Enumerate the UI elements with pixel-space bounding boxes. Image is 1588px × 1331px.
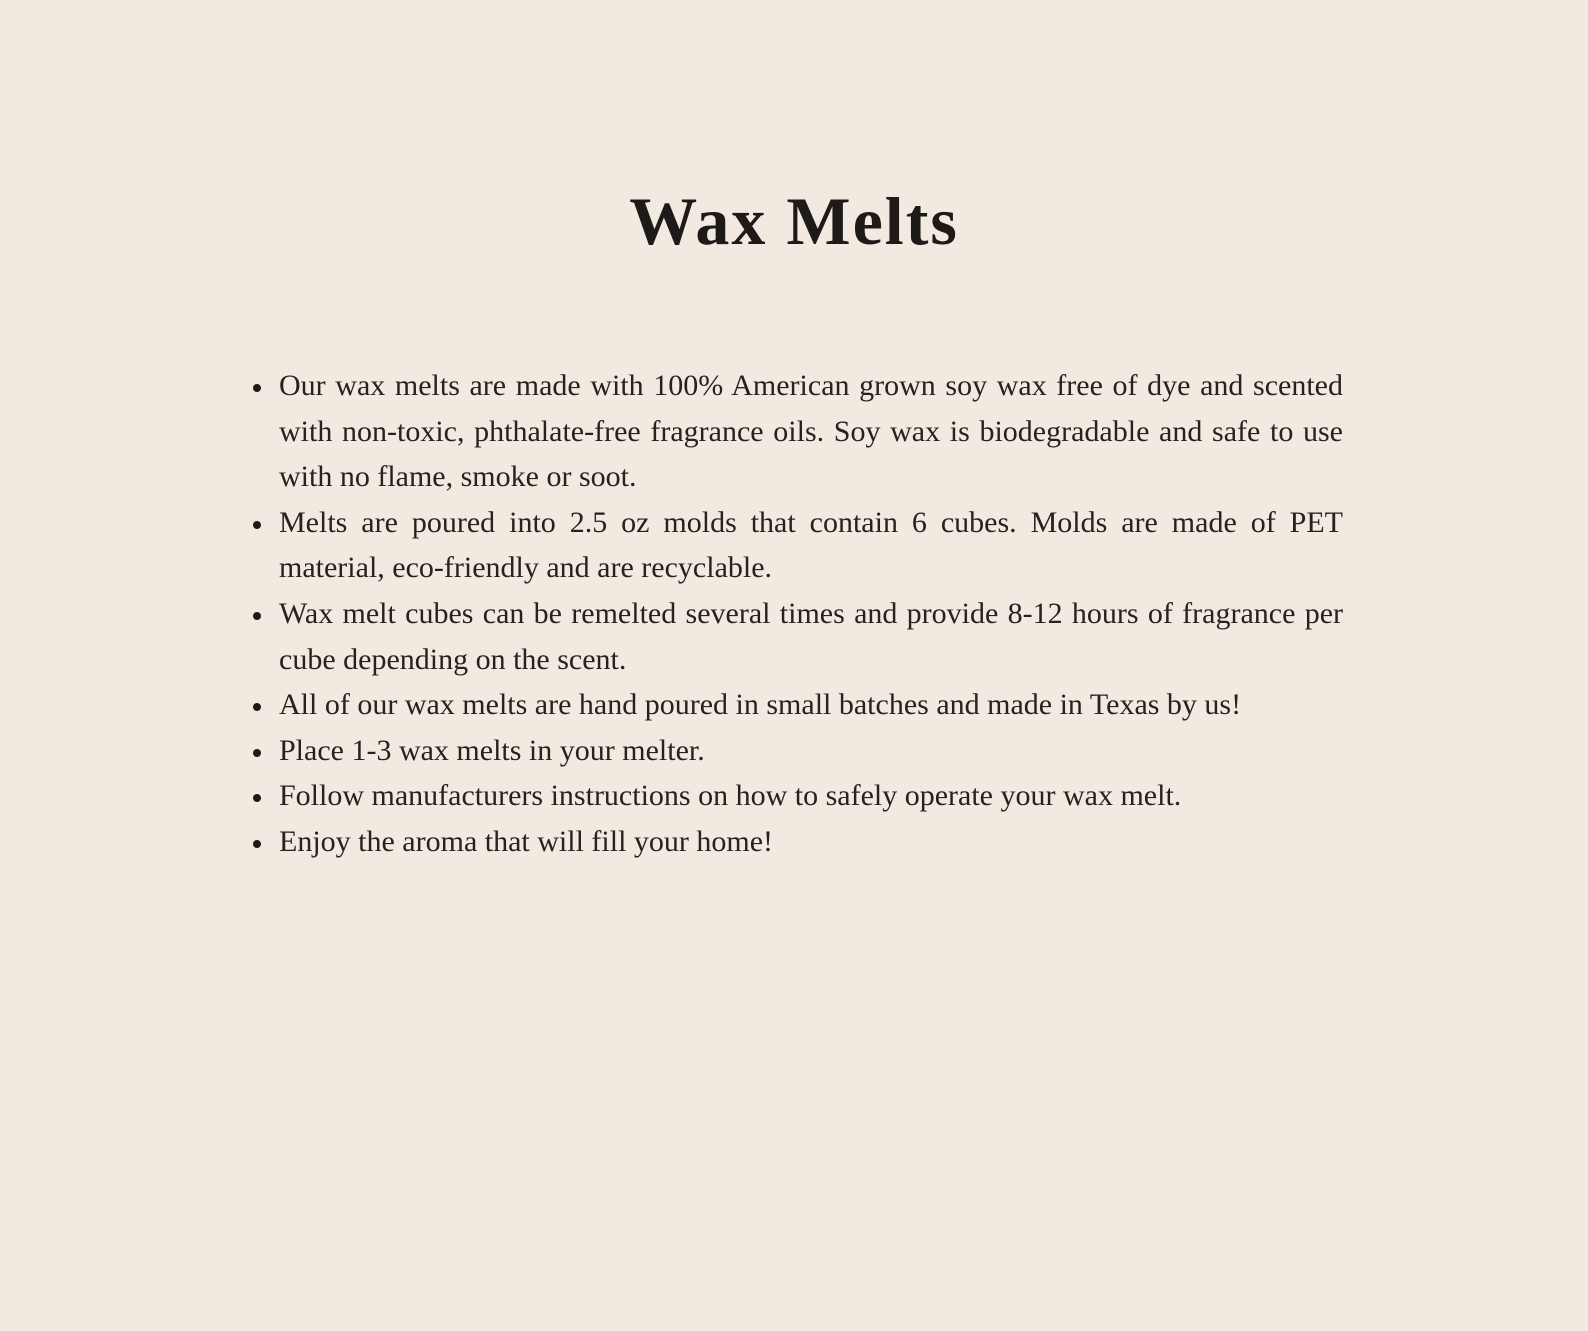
list-item: • Wax melt cubes can be remelted several times and provide 8-12 hours of fragrance per cube depending on the scent. bbox=[275, 591, 1343, 682]
list-item: • Our wax melts are made with 100% American grown soy wax free of dye and scented with non-toxic, phthalate-free fragrance oils. Soy wax is biodegradable and safe to use with no flame, smoke or soot. bbox=[275, 363, 1343, 500]
list-item: • Follow manufacturers instructions on how to safely operate your wax melt. bbox=[275, 773, 1343, 819]
description-section bbox=[245, 363, 1343, 865]
bullet-list bbox=[245, 363, 1343, 865]
list-item: • Melts are poured into 2.5 oz molds that contain 6 cubes. Molds are made of PET material, eco-friendly and are recyclable. bbox=[275, 500, 1343, 591]
list-item: • All of our wax melts are hand poured in small batches and made in Texas by us! bbox=[275, 682, 1343, 728]
page-title: Wax Melts bbox=[629, 183, 959, 259]
list-item: • Place 1-3 wax melts in your melter. bbox=[275, 728, 1343, 774]
list-item: • Enjoy the aroma that will fill your home! bbox=[275, 819, 1343, 865]
